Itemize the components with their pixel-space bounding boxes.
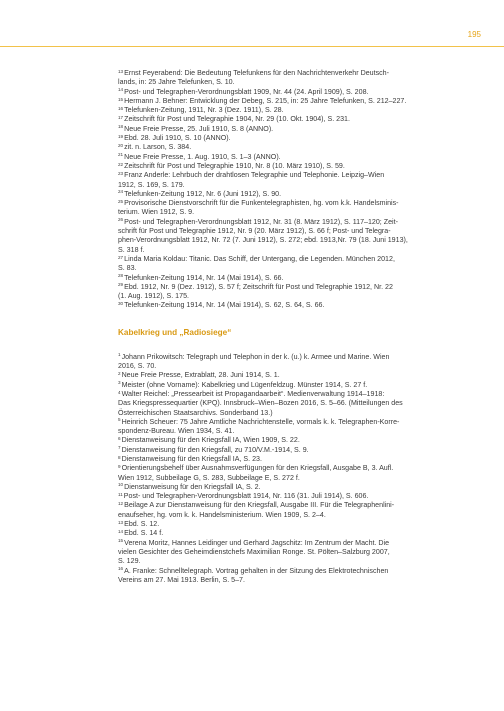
- endnote-number: 17: [118, 115, 124, 121]
- endnote-continuation: [118, 511, 468, 520]
- endnote-continuation: [118, 246, 468, 255]
- endnotes-list-part2: [118, 353, 468, 585]
- endnote-text: S. 129.: [118, 557, 141, 566]
- header-rule: [0, 46, 504, 47]
- endnote-number: 15: [118, 538, 124, 544]
- endnote: [118, 567, 468, 576]
- endnote-text: Neue Freie Presse, 1. Aug. 1910, S. 1–3 (ANNO).: [124, 152, 281, 161]
- endnote-continuation: [118, 292, 468, 301]
- endnote-text: Telefunken-Zeitung 1914, Nr. 14 (Mai 1914), S. 66.: [124, 273, 284, 282]
- endnote-text: Zeitschrift für Post und Telegraphie 1904, Nr. 29 (10. Okt. 1904), S. 231.: [124, 115, 350, 124]
- endnote-number: 11: [118, 491, 123, 497]
- endnote: [118, 97, 468, 106]
- endnote-continuation: [118, 362, 468, 371]
- endnote-number: 4: [118, 389, 121, 395]
- endnote: [118, 492, 468, 501]
- endnote-number: 24: [118, 189, 124, 195]
- endnote-text: Provisorische Dienstvorschrift für die Funkentelegraphisten, hg. vom k.k. Handelsminis-: [124, 199, 399, 208]
- endnote-text: Ebd. 28. Juli 1910, S. 10 (ANNO).: [124, 134, 231, 143]
- endnote: [118, 301, 468, 310]
- endnote: [118, 69, 468, 78]
- endnote-text: terium. Wien 1912, S. 9.: [118, 208, 195, 217]
- endnote: [118, 218, 468, 227]
- endnote-text: Ebd. S. 12.: [124, 520, 160, 529]
- endnote-text: Orientierungsbehelf über Ausnahmsverfügungen für den Kriegsfall, Ausgabe B, 3. Aufl.: [121, 464, 394, 473]
- endnote-number: 16: [118, 566, 124, 572]
- section-heading: Kabelkrieg und „Radiosiege“: [118, 327, 232, 337]
- endnote-number: 16: [118, 105, 124, 111]
- endnote: [118, 529, 468, 538]
- endnote-text: Das Kriegspressequartier (KPQ). Innsbruck–Wien–Bozen 2016, S. 5–66. (Mitteilungen des: [118, 399, 403, 408]
- endnote-text: Dienstanweisung für den Kriegsfall IA, S. 23.: [121, 454, 262, 463]
- endnote-continuation: [118, 181, 468, 190]
- endnote-text: Meister (ohne Vorname): Kabelkrieg und Lügenfeldzug. Münster 1914, S. 27 f.: [121, 380, 368, 389]
- endnote: [118, 483, 468, 492]
- endnote-text: Post- und Telegraphen-Verordnungsblatt 1912, Nr. 31 (8. März 1912), S. 117–120; Zeit-: [124, 217, 398, 226]
- endnote-text: Ernst Feyerabend: Die Bedeutung Telefunkens für den Nachrichtenverkehr Deutsch-: [124, 69, 389, 77]
- endnote-text: Neue Freie Presse, 25. Juli 1910, S. 8 (ANNO).: [124, 124, 274, 133]
- endnote-number: 28: [118, 273, 124, 279]
- endnote: [118, 106, 468, 115]
- endnote-number: 1: [118, 352, 121, 358]
- endnote-text: Johann Prikowitsch: Telegraph und Telephon in der k. (u.) k. Armee und Marine. Wien: [121, 352, 390, 361]
- endnote: [118, 418, 468, 427]
- endnote-number: 2: [118, 370, 121, 376]
- endnote-continuation: [118, 264, 468, 273]
- endnote-number: 8: [118, 454, 121, 460]
- endnote-number: 13: [118, 68, 124, 74]
- endnote-continuation: [118, 474, 468, 483]
- endnote: [118, 283, 468, 292]
- endnote: [118, 539, 468, 548]
- endnote-number: 15: [118, 96, 124, 102]
- endnote: [118, 134, 468, 143]
- endnote-text: Dienstanweisung für den Kriegsfall IA, S. 2.: [124, 482, 261, 491]
- endnote: [118, 171, 468, 180]
- endnote-number: 5: [118, 417, 121, 423]
- endnote-text: Telefunken-Zeitung, 1911, Nr. 3 (Dez. 1911), S. 28.: [124, 106, 284, 115]
- endnote-text: Post- und Telegraphen-Verordnungsblatt 1914, Nr. 116 (31. Juli 1914), S. 606.: [123, 492, 369, 501]
- endnote: [118, 520, 468, 529]
- endnote-text: 2016, S. 70.: [118, 362, 157, 371]
- endnote: [118, 381, 468, 390]
- endnotes-list-part1: [118, 69, 468, 311]
- endnote-text: schrift für Post und Telegraphie 1912, Nr. 9 (20. März 1912), S. 66 f; Post- und Telegra-: [118, 227, 391, 236]
- endnote-number: 23: [118, 170, 124, 176]
- endnote-text: Linda Maria Koldau: Titanic. Das Schiff, der Untergang, die Legenden. München 2012,: [124, 254, 395, 263]
- endnote-continuation: [118, 208, 468, 217]
- endnote-number: 6: [118, 436, 121, 441]
- footnotes-content: [118, 69, 468, 585]
- endnote-text: Hermann J. Behner: Entwicklung der Debeg, S. 215, in: 25 Jahre Telefunken, S. 212–227.: [124, 96, 407, 105]
- endnote-text: zit. n. Larson, S. 384.: [124, 143, 192, 152]
- endnote: [118, 446, 468, 455]
- endnote-text: Dienstanweisung für den Kriegsfall IA, Wien 1909, S. 22.: [121, 436, 300, 445]
- endnote-text: Walter Reichel: „Pressearbeit ist Propagandaarbeit“. Medienverwaltung 1914–1918:: [121, 389, 385, 398]
- endnote: [118, 88, 468, 97]
- endnote-continuation: [118, 78, 468, 87]
- endnote: [118, 371, 468, 380]
- endnote-continuation: [118, 557, 468, 566]
- endnote-number: 13: [118, 519, 124, 525]
- endnote-continuation: [118, 236, 468, 245]
- endnote: [118, 143, 468, 152]
- endnote-text: Österreichischen Staatsarchivs. Sonderband 13.): [118, 408, 273, 417]
- endnote-number: 21: [118, 152, 124, 158]
- endnote-text: enaufseher, hg. vom k. k. Handelsministerium. Wien 1909, S. 2–4.: [118, 510, 326, 519]
- endnote: [118, 353, 468, 362]
- endnote-continuation: [118, 576, 468, 585]
- endnote-text: spondenz-Bureau. Wien 1934, S. 41.: [118, 427, 235, 436]
- endnote-text: Verena Moritz, Hannes Leidinger und Gerhard Jagschitz: Im Zentrum der Macht. Die: [124, 538, 390, 547]
- endnote-text: Heinrich Scheuer: 75 Jahre Amtliche Nachrichtenstelle, vormals k. k. Telegraphen-Korre-: [121, 417, 400, 426]
- endnote: [118, 115, 468, 124]
- endnote-text: Neue Freie Presse, Extrablatt, 28. Juni 1914, S. 1.: [121, 371, 280, 380]
- endnote-number: 18: [118, 124, 124, 130]
- endnote-text: S. 83.: [118, 264, 137, 273]
- endnote-number: 7: [118, 445, 121, 451]
- endnote: [118, 199, 468, 208]
- endnote-text: (1. Aug. 1912), S. 175.: [118, 292, 189, 301]
- endnote-number: 3: [118, 380, 121, 386]
- endnote-number: 14: [118, 528, 124, 534]
- endnote: [118, 162, 468, 171]
- endnote-text: Zeitschrift für Post und Telegraphie 1910, Nr. 8 (10. März 1910), S. 59.: [124, 161, 345, 170]
- endnote-text: Telefunken-Zeitung 1912, Nr. 6 (Juni 1912), S. 90.: [124, 189, 282, 198]
- endnote-text: Wien 1912, Subbeilage G, S. 283, Subbeilage E, S. 272 f.: [118, 473, 300, 482]
- endnote-number: 14: [118, 87, 124, 93]
- endnote-text: Beilage A zur Dienstanweisung für den Kriegsfall, Ausgabe III. Für die Telegraphenlini-: [124, 501, 395, 510]
- endnote-text: Dienstanweisung für den Kriegsfall, zu 710/V.M.-1914, S. 9.: [121, 445, 309, 454]
- endnote-text: vielen Gesichter des Geheimdienstchefs Maximilian Ronge. St. Pölten–Salzburg 2007,: [118, 547, 390, 556]
- endnote: [118, 153, 468, 162]
- endnote-text: Franz Anderle: Lehrbuch der drahtlosen Telegraphie und Telephonie. Leipzig–Wien: [124, 171, 385, 180]
- endnote-continuation: [118, 409, 468, 418]
- endnote-continuation: [118, 399, 468, 408]
- endnote-number: 29: [118, 282, 124, 288]
- endnote: [118, 255, 468, 264]
- endnote-number: 9: [118, 463, 121, 469]
- endnote: [118, 501, 468, 510]
- endnote-number: 26: [118, 217, 124, 223]
- endnote-text: Post- und Telegraphen-Verordnungsblatt 1909, Nr. 44 (24. April 1909), S. 208.: [124, 87, 369, 96]
- endnote-text: S. 318 f.: [118, 245, 145, 254]
- endnote: [118, 455, 468, 464]
- endnote-number: 12: [118, 501, 124, 507]
- endnote-number: 20: [118, 142, 124, 148]
- endnote-continuation: [118, 548, 468, 557]
- endnote-number: 10: [118, 482, 124, 488]
- endnote: [118, 464, 468, 473]
- endnote: [118, 390, 468, 399]
- endnote: [118, 190, 468, 199]
- endnote-text: Ebd. 1912, Nr. 9 (Dez. 1912), S. 57 f; Zeitschrift für Post und Telegraphie 1912, Nr. 22: [124, 282, 393, 291]
- endnote-text: Vereins am 27. Mai 1913. Berlin, S. 5–7.: [118, 575, 245, 584]
- endnote-number: 25: [118, 198, 124, 204]
- endnote-text: Telefunken-Zeitung 1914, Nr. 14 (Mai 1914), S. 62, S. 64, S. 66.: [124, 301, 325, 310]
- endnote: [118, 274, 468, 283]
- endnote-text: 1912, S. 169, S. 179.: [118, 180, 185, 189]
- endnote-number: 30: [118, 301, 124, 307]
- endnote-text: A. Franke: Schnelltelegraph. Vortrag gehalten in der Sitzung des Elektrotechnischen: [124, 566, 389, 575]
- endnote-number: 27: [118, 254, 124, 260]
- endnote-text: lands, in: 25 Jahre Telefunken, S. 10.: [118, 78, 235, 87]
- endnote: [118, 436, 468, 445]
- endnote-continuation: [118, 427, 468, 436]
- endnote: [118, 125, 468, 134]
- endnote-continuation: [118, 227, 468, 236]
- page-number: 195: [467, 30, 481, 39]
- endnote-text: Ebd. S. 14 f.: [124, 529, 164, 538]
- endnote-number: 22: [118, 161, 124, 167]
- endnote-number: 19: [118, 133, 124, 139]
- endnote-text: phen-Verordnungsblatt 1912, Nr. 72 (7. Juni 1912), S. 272; ebd. 1913,Nr. 79 (18. Juni 1913),: [118, 236, 408, 245]
